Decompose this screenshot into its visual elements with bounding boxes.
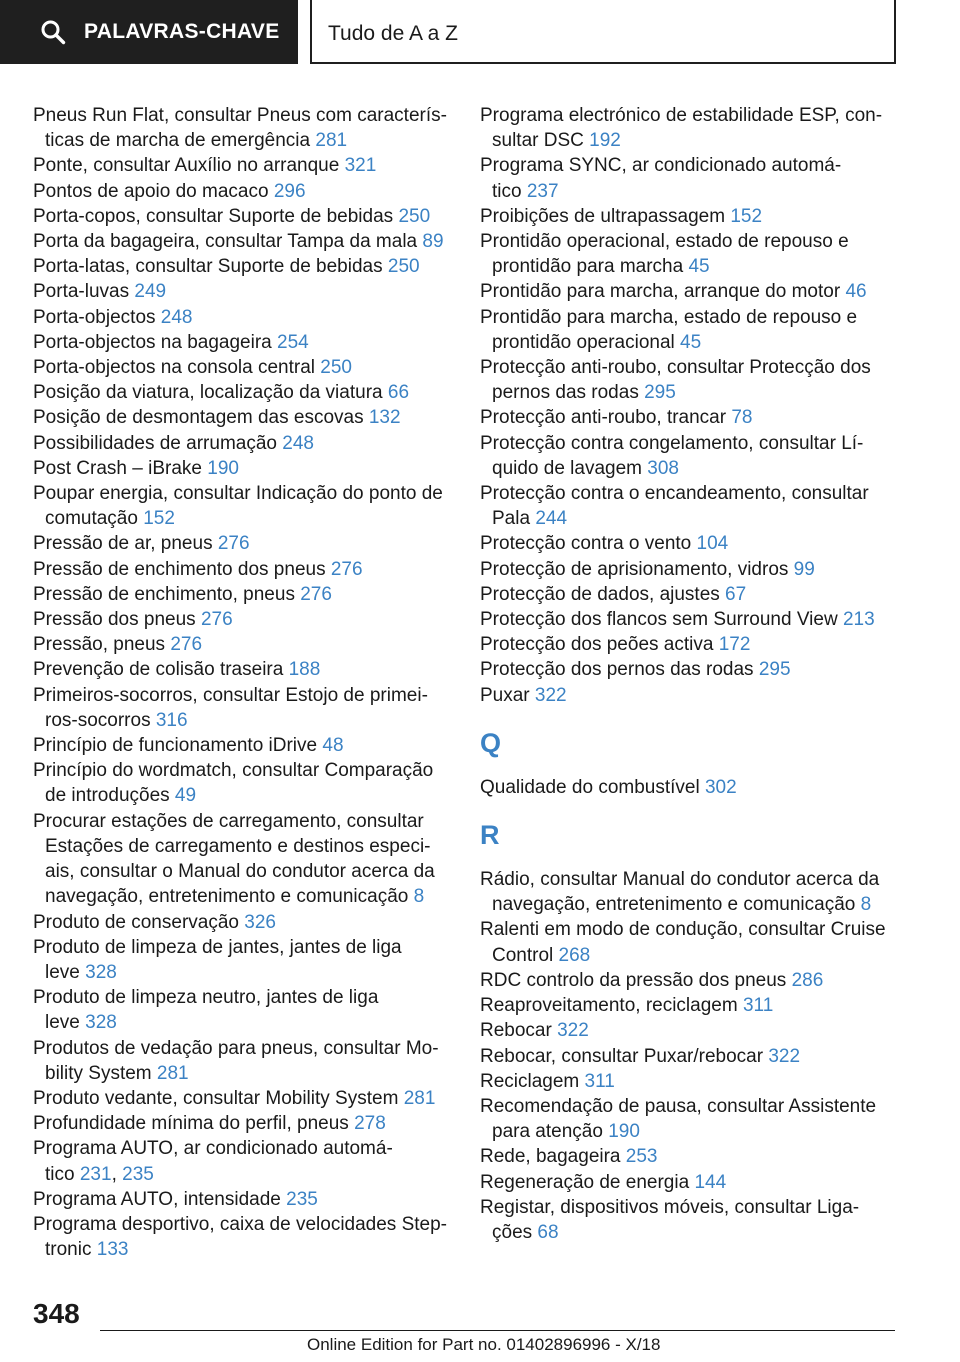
entry-text: Puxar <box>480 684 535 706</box>
page-link[interactable]: 326 <box>244 911 276 933</box>
entry-text: Programa AUTO, intensidade <box>33 1188 287 1210</box>
page-link[interactable]: 237 <box>526 180 559 202</box>
letter-heading: Q <box>480 727 502 758</box>
entry-text: Pressão, pneus <box>33 634 171 656</box>
entry-text: Porta-luvas <box>33 281 135 303</box>
entry-text: Ralenti em modo de condução, consultar Cruise <box>480 919 886 941</box>
page-link[interactable]: 295 <box>644 382 676 404</box>
entry-text: Programa desportivo, caixa de velocidades Step- <box>33 1213 448 1235</box>
entry-text: Prontidão operacional, estado de repouso e <box>480 231 849 253</box>
entry-text: ros-socorros <box>45 709 156 731</box>
page-link[interactable]: 248 <box>282 432 314 454</box>
az-index-tab-label: Tudo de A a Z <box>328 22 458 45</box>
letter-heading: R <box>480 820 500 851</box>
entry-text: Proibições de ultrapassagem <box>480 205 731 227</box>
index-entry <box>480 204 900 229</box>
index-entry <box>33 1212 453 1262</box>
entry-text: Posição de desmontagem das escovas <box>33 407 369 429</box>
entry-text: Prontidão para marcha, estado de repouso e <box>480 306 858 328</box>
entry-text: Princípio do wordmatch, consultar Comparação <box>33 760 434 782</box>
entry-text: Protecção dos peões activa <box>480 634 719 656</box>
entry-text: Ponte, consultar Auxílio no arranque <box>33 155 345 177</box>
page-link[interactable]: 235 <box>286 1188 318 1210</box>
index-entry <box>480 867 900 917</box>
index-entry <box>480 582 900 607</box>
index-entry <box>33 809 453 910</box>
page-link[interactable]: 311 <box>584 1070 615 1092</box>
search-icon <box>40 19 66 45</box>
entry-text: Reciclagem <box>480 1070 585 1092</box>
entry-text: ções <box>492 1221 538 1243</box>
page-link[interactable]: 152 <box>143 508 175 530</box>
index-entry <box>33 229 453 254</box>
entry-text: Protecção de aprisionamento, vidros <box>480 558 794 580</box>
entry-text: Produto de limpeza de jantes, jantes de liga <box>33 936 402 958</box>
index-entry <box>33 910 453 935</box>
entry-text: Primeiros-socorros, consultar Estojo de primei- <box>33 684 428 706</box>
page-link[interactable]: 250 <box>320 357 352 379</box>
page-link[interactable]: 192 <box>589 130 621 152</box>
page-link[interactable]: 66 <box>387 382 410 404</box>
entry-text: Produto vedante, consultar Mobility System <box>33 1087 404 1109</box>
entry-text: Protecção anti-roubo, trancar <box>480 407 732 429</box>
index-entry <box>33 733 453 758</box>
index-entry <box>33 531 453 556</box>
entry-text: tico <box>492 180 527 202</box>
entry-text: para atenção <box>492 1121 609 1143</box>
page-link[interactable]: 276 <box>300 583 332 605</box>
index-entry <box>33 1136 453 1186</box>
index-entry <box>33 405 453 430</box>
entry-text: Post Crash – iBrake <box>33 457 208 479</box>
entry-text: Pressão de ar, pneus <box>33 533 218 555</box>
entry-text: Porta-copos, consultar Suporte de bebidas <box>33 205 399 227</box>
index-entry <box>33 935 453 985</box>
entry-text: prontidão para marcha <box>492 256 689 278</box>
page-link[interactable]: 321 <box>344 155 377 177</box>
entry-text: ticas de marcha de emergência <box>45 130 316 152</box>
index-entry <box>480 531 900 556</box>
keywords-tab[interactable] <box>0 0 298 64</box>
entry-text: Estações de carregamento e destinos especi- <box>45 835 431 857</box>
page-link[interactable]: 46 <box>845 281 867 303</box>
page-link[interactable]: 276 <box>170 634 203 656</box>
entry-text: Pala <box>492 508 536 530</box>
entry-text: Protecção dos pernos das rodas <box>480 659 759 681</box>
page-link[interactable]: 316 <box>155 709 188 731</box>
index-entry <box>480 917 900 967</box>
page-link[interactable]: 328 <box>85 961 117 983</box>
page-link[interactable]: 296 <box>273 180 306 202</box>
index-entry <box>33 683 453 733</box>
index-entry <box>480 1170 900 1195</box>
page-link[interactable]: 67 <box>725 583 747 605</box>
entry-text: Protecção dos flancos sem Surround View <box>480 609 843 631</box>
index-entry <box>33 557 453 582</box>
index-entry <box>480 229 900 279</box>
entry-text: Prevenção de colisão traseira <box>33 659 289 681</box>
page-link[interactable]: 311 <box>742 995 774 1017</box>
page-link[interactable]: 322 <box>534 684 567 706</box>
index-entry <box>480 431 900 481</box>
page-link[interactable]: 281 <box>156 1062 189 1084</box>
page-link[interactable]: 235 <box>122 1163 154 1185</box>
entry-text: bility System <box>45 1062 157 1084</box>
page-link[interactable]: 281 <box>403 1087 436 1109</box>
page-link[interactable]: 302 <box>704 776 737 798</box>
entry-text: Posição da viatura, localização da viatura <box>33 382 388 404</box>
page-link[interactable]: 286 <box>791 969 824 991</box>
entry-text: leve <box>45 1012 86 1034</box>
index-entry <box>480 557 900 582</box>
entry-text: navegação, entretenimento e comunicação <box>492 894 861 916</box>
page-link[interactable]: 244 <box>535 508 568 530</box>
entry-text: Prontidão para marcha, arranque do motor <box>480 281 846 303</box>
entry-text: Protecção contra o encandeamento, consultar <box>480 483 869 505</box>
index-entry <box>33 1111 453 1136</box>
entry-text: Profundidade mínima do perfil, pneus <box>33 1113 355 1135</box>
entry-text: Rádio, consultar Manual do condutor acerca da <box>480 869 880 891</box>
entry-text: Programa AUTO, ar condicionado automá- <box>33 1138 393 1160</box>
page-link[interactable]: 213 <box>842 609 875 631</box>
page-link[interactable]: 250 <box>387 256 420 278</box>
index-entry <box>480 279 900 304</box>
entry-text: Protecção anti-roubo, consultar Protecção dos <box>480 357 871 379</box>
page-link[interactable]: 231 <box>79 1163 112 1185</box>
index-entry <box>33 1036 453 1086</box>
entry-text: pernos das rodas <box>492 382 645 404</box>
page-link[interactable]: 248 <box>160 306 193 328</box>
index-entry <box>33 380 453 405</box>
page-link[interactable]: 308 <box>647 457 679 479</box>
page-link[interactable]: 89 <box>422 231 444 253</box>
entry-text: Produtos de vedação para pneus, consultar Mo- <box>33 1037 439 1059</box>
index-entry <box>480 993 900 1018</box>
entry-text: Control <box>492 944 559 966</box>
page-link[interactable]: 268 <box>558 944 591 966</box>
index-column-right <box>480 103 900 1245</box>
entry-text: Reaproveitamento, reciclagem <box>480 995 743 1017</box>
index-entry <box>33 279 453 304</box>
entry-text: prontidão operacional <box>492 331 681 353</box>
entry-text: Protecção de dados, ajustes <box>480 583 726 605</box>
page-link[interactable]: 190 <box>207 457 239 479</box>
page-link[interactable]: 253 <box>625 1146 658 1168</box>
entry-text: tronic <box>45 1239 97 1261</box>
index-entry <box>480 632 900 657</box>
index-entry <box>480 153 900 203</box>
index-entry <box>480 405 900 430</box>
page-link[interactable]: 249 <box>134 281 167 303</box>
page-link[interactable]: 68 <box>537 1221 559 1243</box>
entry-text: Porta-objectos <box>33 306 161 328</box>
entry-text: Pontos de apoio do macaco <box>33 180 274 202</box>
keywords-tab-label: PALAVRAS-CHAVE <box>84 20 280 43</box>
index-entry <box>33 179 453 204</box>
index-entry <box>480 1144 900 1169</box>
index-entry <box>33 657 453 682</box>
page-link[interactable]: 78 <box>731 407 753 429</box>
entry-text: Rebocar <box>480 1020 558 1042</box>
entry-text: Pressão de enchimento, pneus <box>33 583 301 605</box>
index-entry <box>480 481 900 531</box>
index-entry <box>33 1086 453 1111</box>
page-link[interactable]: 45 <box>688 256 710 278</box>
entry-text: Porta-latas, consultar Suporte de bebidas <box>33 256 388 278</box>
index-entry <box>33 632 453 657</box>
page-link[interactable]: 104 <box>696 533 729 555</box>
index-entry <box>480 775 900 800</box>
entry-text: sultar DSC <box>492 130 590 152</box>
index-entry <box>33 431 453 456</box>
page-link[interactable]: 276 <box>217 533 250 555</box>
page-link[interactable]: 172 <box>718 634 751 656</box>
entry-text: leve <box>45 961 86 983</box>
entry-text: navegação, entretenimento e comunicação <box>45 886 414 908</box>
index-entry <box>480 968 900 993</box>
index-entry <box>480 1044 900 1069</box>
page-link[interactable]: 322 <box>768 1045 801 1067</box>
entry-text: Regeneração de energia <box>480 1171 695 1193</box>
entry-text: Produto de conservação <box>33 911 245 933</box>
entry-text: Programa SYNC, ar condicionado automá- <box>480 155 842 177</box>
page-link[interactable]: 49 <box>174 785 197 807</box>
page-link[interactable]: 254 <box>277 331 309 353</box>
index-entry <box>480 683 900 708</box>
entry-text: ais, consultar o Manual do condutor acerca da <box>45 861 435 883</box>
index-entry <box>33 607 453 632</box>
az-index-tab[interactable] <box>310 0 896 64</box>
index-entry <box>480 1094 900 1144</box>
entry-text: Porta-objectos na consola central <box>33 357 321 379</box>
page-link[interactable]: 8 <box>860 894 872 916</box>
page-link[interactable]: 133 <box>96 1239 129 1261</box>
page-link[interactable]: 295 <box>758 659 791 681</box>
page-link[interactable]: 190 <box>608 1121 640 1143</box>
entry-text: Protecção contra o vento <box>480 533 697 555</box>
page-link[interactable]: 48 <box>322 735 344 757</box>
index-entry <box>33 456 453 481</box>
index-entry <box>480 355 900 405</box>
index-entry <box>480 103 900 153</box>
entry-text: Porta da bagageira, consultar Tampa da mala <box>33 231 423 253</box>
entry-text: Qualidade do combustível <box>480 776 705 798</box>
page-link[interactable]: 188 <box>288 659 321 681</box>
index-entry <box>33 985 453 1035</box>
entry-text: comutação <box>45 508 144 530</box>
index-entry <box>33 481 453 531</box>
entry-text: Programa electrónico de estabilidade ESP, con- <box>480 105 883 126</box>
entry-text: Registar, dispositivos móveis, consultar Liga- <box>480 1196 860 1218</box>
page-link[interactable]: 250 <box>398 205 431 227</box>
index-entry <box>33 254 453 279</box>
page-separator: , <box>111 1163 123 1185</box>
footer-divider <box>100 1330 895 1331</box>
entry-text: Recomendação de pausa, consultar Assistente <box>480 1095 877 1117</box>
entry-text: Poupar energia, consultar Indicação do ponto de <box>33 483 443 505</box>
index-entry <box>480 657 900 682</box>
page-link[interactable]: 281 <box>315 130 348 152</box>
index-entry <box>33 204 453 229</box>
index-entry <box>33 330 453 355</box>
page-link[interactable]: 152 <box>730 205 763 227</box>
page-link[interactable]: 278 <box>354 1113 386 1135</box>
index-entry <box>480 1195 900 1245</box>
index-entry <box>480 1069 900 1094</box>
index-entry <box>480 607 900 632</box>
entry-text: Rebocar, consultar Puxar/rebocar <box>480 1045 769 1067</box>
entry-text: Porta-objectos na bagageira <box>33 331 277 353</box>
page-link[interactable]: 99 <box>793 558 815 580</box>
index-entry <box>480 305 900 355</box>
entry-text: de introduções <box>45 785 175 807</box>
page-link[interactable]: 45 <box>680 331 702 353</box>
page-link[interactable]: 144 <box>694 1171 727 1193</box>
footer-edition-text: Online Edition for Part no. 01402896996 - X/18 <box>307 1335 661 1354</box>
index-entry <box>33 582 453 607</box>
index-entry <box>33 305 453 330</box>
entry-text: Possibilidades de arrumação <box>33 432 283 454</box>
page-link[interactable]: 328 <box>85 1012 117 1034</box>
page-link[interactable]: 322 <box>557 1020 589 1042</box>
page-link[interactable]: 276 <box>200 609 233 631</box>
page-link[interactable]: 132 <box>368 407 401 429</box>
entry-text: Rede, bagageira <box>480 1146 626 1168</box>
index-column-left <box>33 103 453 1262</box>
index-entry <box>33 758 453 808</box>
index-entry <box>33 1187 453 1212</box>
page-number: 348 <box>33 1298 80 1329</box>
entry-text: Pressão de enchimento dos pneus <box>33 558 331 580</box>
entry-text: Pressão dos pneus <box>33 609 201 631</box>
entry-text: Princípio de funcionamento iDrive <box>33 735 323 757</box>
page-link[interactable]: 8 <box>413 886 425 908</box>
entry-text: Pneus Run Flat, consultar Pneus com caracterís- <box>33 105 447 126</box>
index-entry <box>33 355 453 380</box>
page-link[interactable]: 276 <box>330 558 363 580</box>
index-entry <box>33 153 453 178</box>
entry-text: quido de lavagem <box>492 457 648 479</box>
entry-text: tico <box>45 1163 80 1185</box>
entry-text: Produto de limpeza neutro, jantes de liga <box>33 987 379 1009</box>
entry-text: RDC controlo da pressão dos pneus <box>480 969 792 991</box>
entry-text: Procurar estações de carregamento, consultar <box>33 810 424 832</box>
entry-text: Protecção contra congelamento, consultar Lí- <box>480 432 864 454</box>
index-entry <box>480 1018 900 1043</box>
index-entry <box>33 103 453 153</box>
